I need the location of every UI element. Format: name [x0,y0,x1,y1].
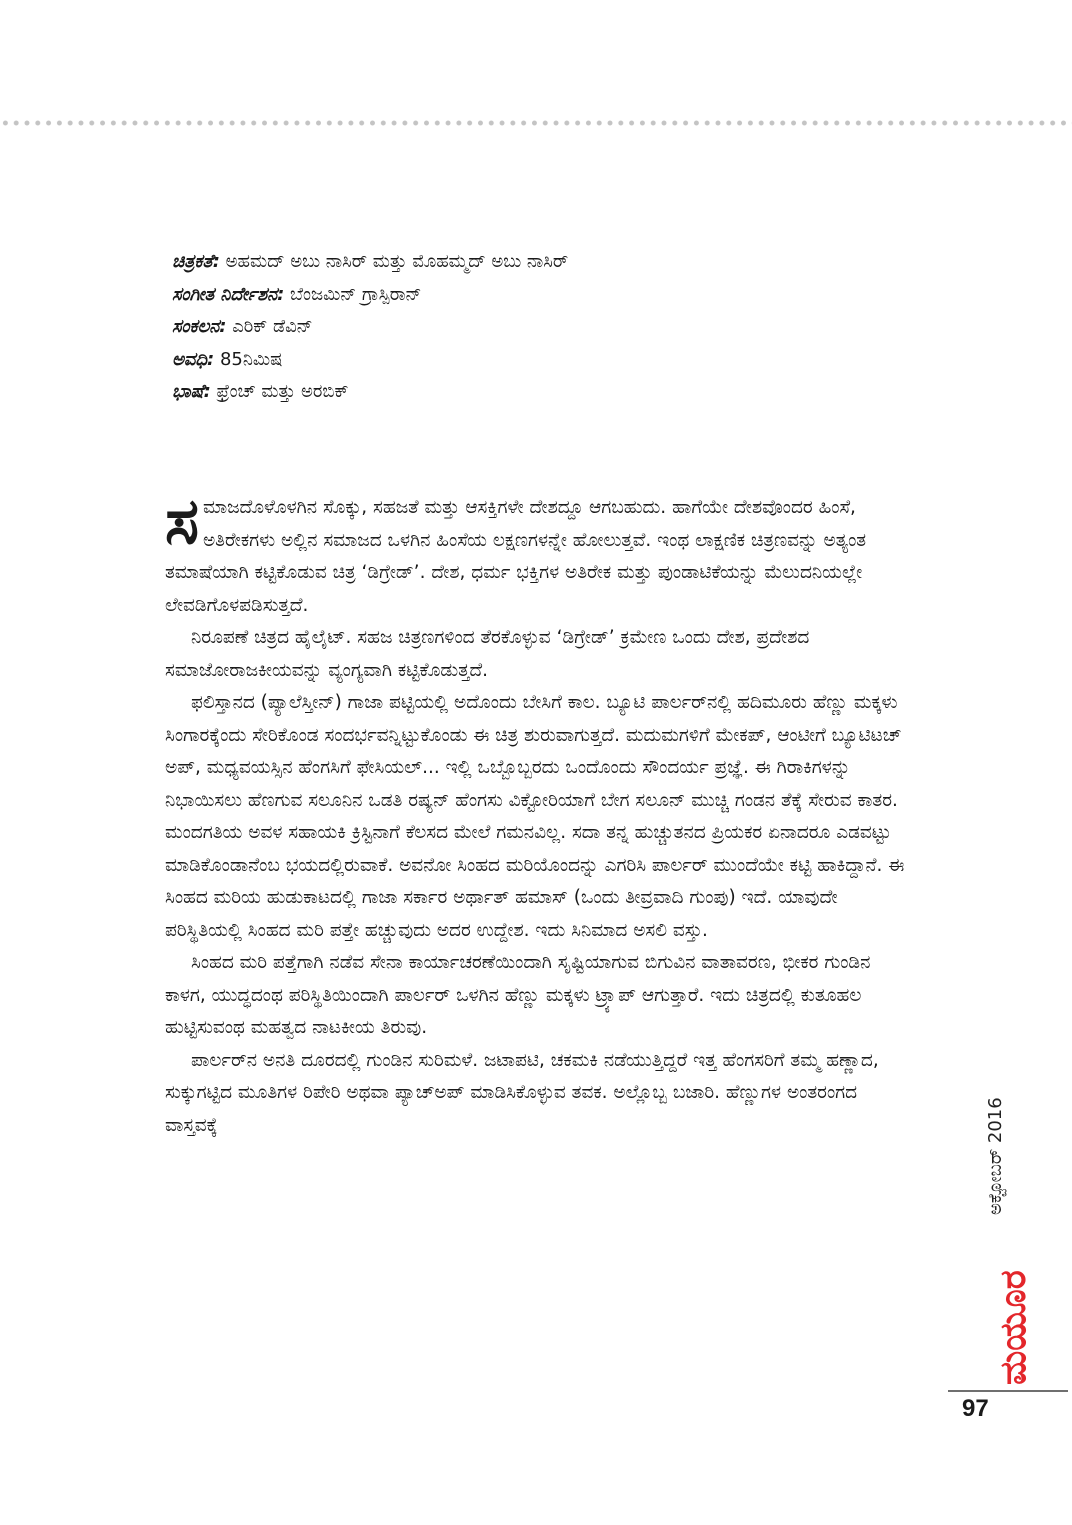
paragraph-1-text: ಮಾಜದೊಳೊಳಗಿನ ಸೊಕ್ಕು, ಸಹಜತೆ ಮತ್ತು ಆಸಕ್ತಿಗಳೇ ದೇಶದ್ದೂ ಆಗಬಹುದು. ಹಾಗೆಯೇ ದೇಶವೊಂದರ ಹಿಂಸೆ, ಅತಿರೇಕಗಳು ಅಲ್ಲಿನ ಸಮಾಜದ ಒಳಗಿನ ಹಿಂಸೆಯ ಲಕ್ಷಣಗಳನ್ನೇ ಹೋಲುತ್ತವೆ. ಇಂಥ ಲಾಕ್ಷಣಿಕ ಚಿತ್ರಣವನ್ನು ಅತ್ಯಂತ ತಮಾಷೆಯಾಗಿ ಕಟ್ಟಿಕೊಡುವ ಚಿತ್ರ ‘ಡಿಗ್ರೇಡ್’. ದೇಶ, ಧರ್ಮ ಭಕ್ತಿಗಳ ಅತಿರೇಕ ಮತ್ತು ಪುಂಡಾಟಿಕೆಯನ್ನು ಮೆಲುದನಿಯಲ್ಲೇ ಲೇವಡಿಗೊಳಪಡಿಸುತ್ತದೆ. [165,497,867,616]
credit-screenplay [172,246,892,279]
credit-language [172,376,892,409]
credit-label: ಸಂಗೀತ ನಿರ್ದೇಶನ: [172,283,285,305]
credit-value: ಫ್ರೆಂಚ್ ಮತ್ತು ಅರಬಿಕ್ [210,381,349,402]
credit-label: ಭಾಷೆ: [172,381,211,402]
issue-date: ಅಕ್ಟೋಬರ್ 2016 [985,1097,1006,1215]
paragraph-4: ಸಿಂಹದ ಮರಿ ಪತ್ತೆಗಾಗಿ ನಡೆವ ಸೇನಾ ಕಾರ್ಯಾಚರಣೆಯಿಂದಾಗಿ ಸೃಷ್ಟಿಯಾಗುವ ಬಿಗುವಿನ ವಾತಾವರಣ, ಭೀಕರ ಗುಂಡಿನ ಕಾಳಗ, ಯುದ್ಧದಂಥ ಪರಿಸ್ಥಿತಿಯಿಂದಾಗಿ ಪಾರ್ಲರ್ ಒಳಗಿನ ಹೆಣ್ಣು ಮಕ್ಕಳು ಟ್ರ್ಯಾಪ್ ಆಗುತ್ತಾರೆ. ಇದು ಚಿತ್ರದಲ್ಲಿ ಕುತೂಹಲ ಹುಟ್ಟಿಸುವಂಥ ಮಹತ್ವದ ನಾಟಕೀಯ ತಿರುವು. [165,952,871,1038]
paragraph-3: ಫಲಿಸ್ತಾನದ (ಪ್ಯಾಲೆಸ್ತೀನ್) ಗಾಜಾ ಪಟ್ಟಿಯಲ್ಲಿ ಅದೊಂದು ಬೇಸಿಗೆ ಕಾಲ. ಬ್ಯೂಟಿ ಪಾರ್ಲರ್‌ನಲ್ಲಿ ಹದಿಮೂರು ಹೆಣ್ಣು ಮಕ್ಕಳು ಸಿಂಗಾರಕ್ಕೆಂದು ಸೇರಿಕೊಂಡ ಸಂದರ್ಭವನ್ನಿಟ್ಟುಕೊಂಡು ಈ ಚಿತ್ರ ಶುರುವಾಗುತ್ತದೆ. ಮದುಮಗಳಿಗೆ ಮೇಕಪ್, ಆಂಟೀಗೆ ಬ್ಯೂಟಿಟಚ್ ಅಪ್, ಮಧ್ಯವಯಸ್ಸಿನ ಹೆಂಗಸಿಗೆ ಫೇಸಿಯಲ್... ಇಲ್ಲಿ ಒಬ್ಬೊಬ್ಬರದು ಒಂದೊಂದು ಸೌಂದರ್ಯ ಪ್ರಜ್ಞೆ. ಈ ಗಿರಾಕಿಗಳನ್ನು ನಿಭಾಯಿಸಲು ಹೆಣಗುವ ಸಲೂನಿನ ಒಡತಿ ರಷ್ಯನ್ ಹೆಂಗಸು ವಿಕ್ಟೋರಿಯಾಗೆ ಬೇಗ ಸಲೂನ್ ಮುಚ್ಚಿ ಗಂಡನ ತೆಕ್ಕೆ ಸೇರುವ ಕಾತರ. ಮಂದಗತಿಯ ಅವಳ ಸಹಾಯಕಿ ಕ್ರಿಸ್ಟಿನಾಗೆ ಕೆಲಸದ ಮೇಲೆ ಗಮನವಿಲ್ಲ. ಸದಾ ತನ್ನ ಹುಚ್ಚುತನದ ಪ್ರಿಯಕರ ಏನಾದರೂ ಎಡವಟ್ಟು ಮಾಡಿಕೊಂಡಾನೆಂಬ ಭಯದಲ್ಲಿರುವಾಕೆ. ಅವನೋ ಸಿಂಹದ ಮರಿಯೊಂದನ್ನು ಎಗರಿಸಿ ಪಾರ್ಲರ್ ಮುಂದೆಯೇ ಕಟ್ಟಿ ಹಾಕಿದ್ದಾನೆ. ಈ ಸಿಂಹದ ಮರಿಯ ಹುಡುಕಾಟದಲ್ಲಿ ಗಾಜಾ ಸರ್ಕಾರ ಅರ್ಥಾತ್ ಹಮಾಸ್ (ಒಂದು ತೀವ್ರವಾದಿ ಗುಂಪು) ಇದೆ. ಯಾವುದೇ ಪರಿಸ್ಥಿತಿಯಲ್ಲಿ ಸಿಂಹದ ಮರಿ ಪತ್ತೇ ಹಚ್ಚುವುದು ಅದರ ಉದ್ದೇಶ. ಇದು ಸಿನಿಮಾದ ಅಸಲಿ ವಸ್ತು. [165,692,905,941]
paragraph-1 [165,485,915,622]
footer-rule [948,1390,1068,1392]
article-body [165,485,915,1142]
credit-label: ಅವಧಿ: [172,348,215,370]
drop-cap: ಸ [165,485,199,559]
credit-duration [172,344,892,377]
credit-music [172,279,892,312]
credit-editing [172,311,892,344]
credit-label: ಸಂಕಲನ: [172,316,227,337]
magazine-logo: ಮಯೂರ [993,1270,1034,1385]
credit-value: ಎರಿಕ್ ಡೆವಿನ್ [226,316,313,337]
film-credits [172,246,892,409]
paragraph-5: ಪಾರ್ಲರ್‌ನ ಅನತಿ ದೂರದಲ್ಲಿ ಗುಂಡಿನ ಸುರಿಮಳೆ. ಜಟಾಪಟಿ, ಚಕಮಕಿ ನಡೆಯುತ್ತಿದ್ದರೆ ಇತ್ತ ಹೆಂಗಸರಿಗೆ ತಮ್ಮ ಹಣ್ಣಾದ, ಸುಕ್ಕುಗಟ್ಟಿದ ಮೂತಿಗಳ ರಿಪೇರಿ ಅಥವಾ ಪ್ಯಾಚ್‌ಅಪ್ ಮಾಡಿಸಿಕೊಳ್ಳುವ ತವಕ. ಅಲ್ಲೊಬ್ಬ ಬಜಾರಿ. ಹೆಣ್ಣುಗಳ ಅಂತರಂಗದ ವಾಸ್ತವಕ್ಕೆ [165,1049,879,1136]
credit-value: ಬೆಂಜಮಿನ್ ಗ್ರಾಸ್ಪಿರಾನ್ [284,283,422,305]
dotted-header-rule [0,119,1072,127]
credit-value: 85ನಿಮಿಷ [214,348,283,370]
paragraph-2: ನಿರೂಪಣೆ ಚಿತ್ರದ ಹೈಲೈಟ್. ಸಹಜ ಚಿತ್ರಣಗಳಿಂದ ತೆರಕೊಳ್ಳುವ ‘ಡಿಗ್ರೇಡ್’ ಕ್ರಮೇಣ ಒಂದು ದೇಶ, ಪ್ರದೇಶದ ಸಮಾಜೋರಾಜಕೀಯವನ್ನು ವ್ಯಂಗ್ಯವಾಗಿ ಕಟ್ಟಿಕೊಡುತ್ತದೆ. [165,627,810,681]
credit-label: ಚಿತ್ರಕತೆ: [172,251,220,272]
page-number: 97 [962,1395,989,1422]
credit-value: ಅಹಮದ್ ಅಬು ನಾಸಿರ್ ಮತ್ತು ಮೊಹಮ್ಮದ್ ಅಬು ನಾಸಿರ್ [219,251,569,272]
